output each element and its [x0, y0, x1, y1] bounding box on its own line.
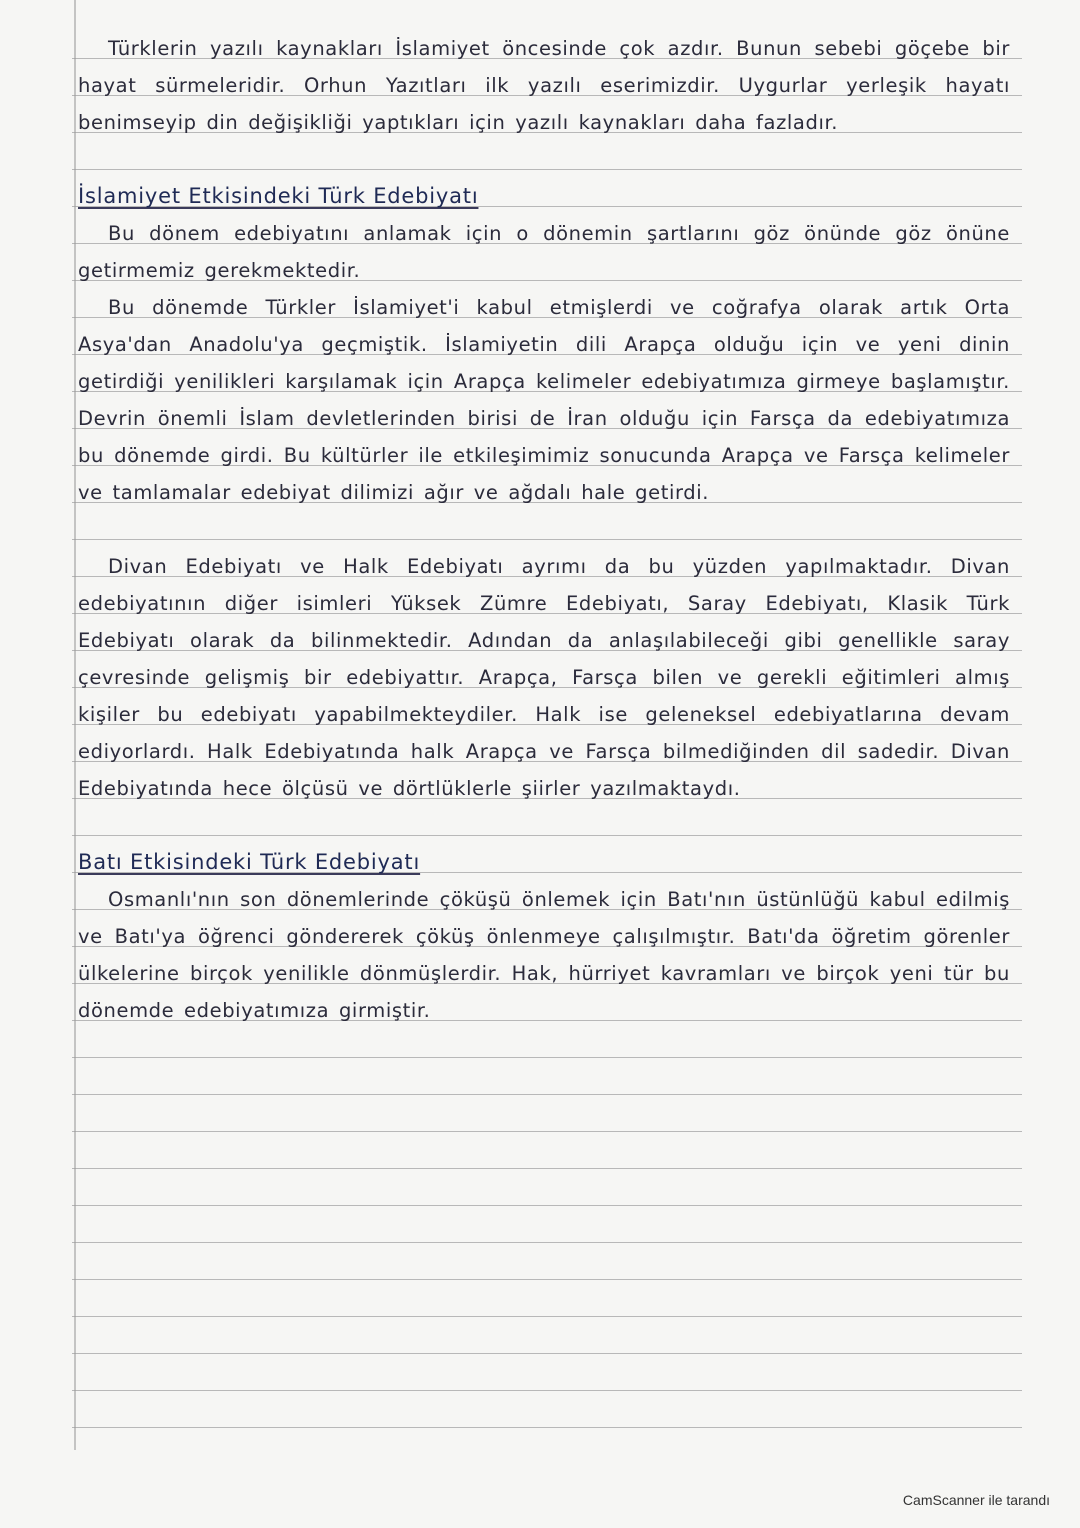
section-title-bati: Batı Etkisindeki Türk Edebiyatı	[78, 850, 421, 874]
intro-paragraph: Türklerin yazılı kaynakları İslamiyet öncesinde çok azdır. Bunun sebebi göçebe bir hayat sürmeleridir. Orhun Yazıtları ilk yazılı eserimizdir. Uygurlar yerleşik hayatı benimseyip din değişikliği yaptıkları için yazılı kaynakları daha fazladır.	[78, 37, 1010, 134]
ruled-line	[72, 1353, 1022, 1354]
ruled-line	[72, 1316, 1022, 1317]
handwritten-content	[78, 30, 1010, 1029]
margin-line	[74, 0, 76, 1450]
ruled-line	[72, 1094, 1022, 1095]
scanner-watermark: CamScanner ile tarandı	[902, 1492, 1050, 1508]
islamiyet-paragraph-3: Divan Edebiyatı ve Halk Edebiyatı ayrımı da bu yüzden yapılmaktadır. Divan edebiyatının diğer isimleri Yüksek Zümre Edebiyatı, Saray Edebiyatı, Klasik Türk Edebiyatı olarak da bilinmektedir. Adından da anlaşılabileceği gibi genellikle saray çevresinde gelişmiş bir edebiyattır. Arapça, Farsça bilen ve gerekli eğitimleri almış kişiler bu edebiyatı yapabilmekteydiler. Halk ise geleneksel edebiyatlarına devam ediyorlardı. Halk Edebiyatında halk Arapça ve Farsça bilmediğinden dil sadedir. Divan Edebiyatında hece ölçüsü ve dörtlüklerle şiirler yazılmaktaydı.	[78, 555, 1010, 800]
ruled-line	[72, 1242, 1022, 1243]
ruled-line	[72, 1168, 1022, 1169]
islamiyet-paragraph-2: Bu dönemde Türkler İslamiyet'i kabul etmişlerdi ve coğrafya olarak artık Orta Asya'dan Anadolu'ya geçmiştik. İslamiyetin dili Arapça olduğu için ve yeni dinin getirdiği yenilikleri karşılamak için Arapça kelimeler edebiyatımıza girmeye başlamıştır. Devrin önemli İslam devletlerinden birisi de İran olduğu için Farsça da edebiyatımıza bu dönemde girdi. Bu kültürler ile etkileşimimiz sonucunda Arapça ve Farsça kelimeler ve tamlamalar edebiyat dilimizi ağır ve ağdalı hale getirdi.	[78, 296, 1010, 504]
islamiyet-paragraph-1: Bu dönem edebiyatını anlamak için o dönemin şartlarını göz önünde göz önüne getirmemiz gerekmektedir.	[78, 222, 1010, 282]
ruled-line	[72, 1427, 1022, 1428]
section-title-islamiyet: İslamiyet Etkisindeki Türk Edebiyatı	[78, 184, 479, 208]
ruled-line	[72, 1390, 1022, 1391]
ruled-line	[72, 1057, 1022, 1058]
bati-paragraph-1: Osmanlı'nın son dönemlerinde çöküşü önlemek için Batı'nın üstünlüğü kabul edilmiş ve Batı'ya öğrenci göndererek çöküş önlenmeye çalışılmıştır. Batı'da öğretim görenler ülkelerine birçok yenilikle dönmüşlerdir. Hak, hürriyet kavramları ve birçok yeni tür bu dönemde edebiyatımıza girmiştir.	[78, 888, 1010, 1022]
ruled-line	[72, 1279, 1022, 1280]
ruled-line	[72, 1205, 1022, 1206]
ruled-line	[72, 1131, 1022, 1132]
